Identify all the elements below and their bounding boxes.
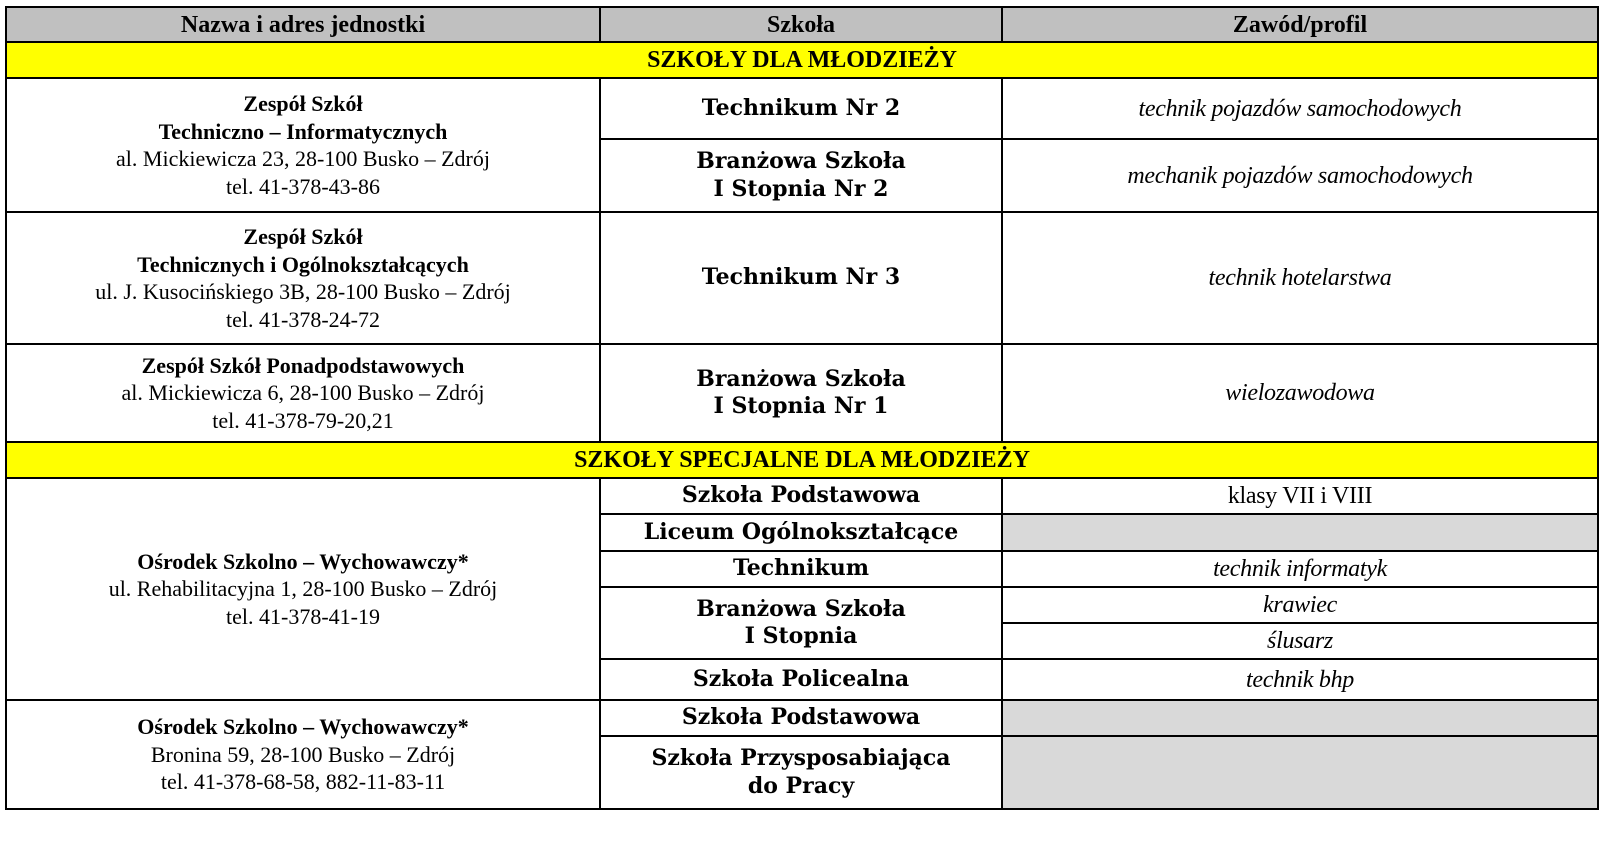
school-name: Branżowa Szkoła <box>696 148 906 174</box>
unit-phone: tel. 41-378-41-19 <box>226 603 380 629</box>
school-name: Szkoła Policealna <box>692 665 910 692</box>
header-profession: Zawód/profil <box>1002 7 1598 42</box>
table-row <box>6 344 1598 442</box>
school-name: Szkoła Przysposabiająca <box>651 745 951 771</box>
table-row <box>6 78 1598 139</box>
profession-cell-empty <box>1002 736 1598 809</box>
unit-phone: tel. 41-378-43-86 <box>226 173 380 199</box>
unit-name: Techniczno – Informatycznych <box>158 118 448 144</box>
school-cell <box>600 78 1002 139</box>
school-name: I Stopnia Nr 2 <box>713 175 889 202</box>
unit-name: Zespół Szkół <box>243 91 363 116</box>
school-name: Szkoła Podstawowa <box>681 704 921 731</box>
section-row <box>6 442 1598 478</box>
profession-cell: klasy VII i VIII <box>1002 478 1598 514</box>
school-name: Technikum Nr 3 <box>701 264 901 291</box>
table-row <box>6 478 1598 514</box>
unit-cell <box>6 78 600 212</box>
profession-cell: wielozawodowa <box>1002 344 1598 442</box>
school-cell <box>600 659 1002 700</box>
section-title: SZKOŁY SPECJALNE DLA MŁODZIEŻY <box>6 442 1598 478</box>
header-row <box>6 7 1598 42</box>
profession-cell-empty <box>1002 514 1598 551</box>
school-cell <box>600 551 1002 587</box>
school-cell <box>600 139 1002 212</box>
school-name: Branżowa Szkoła <box>696 595 906 622</box>
table-row <box>6 212 1598 344</box>
unit-address: Bronina 59, 28-100 Busko – Zdrój <box>150 741 456 767</box>
school-name: Technikum <box>732 555 870 582</box>
profession-cell: technik pojazdów samochodowych <box>1002 78 1598 139</box>
school-cell <box>600 514 1002 551</box>
unit-phone: tel. 41-378-79-20,21 <box>212 407 394 433</box>
school-name: do Pracy <box>747 772 855 799</box>
school-name: I Stopnia Nr 1 <box>713 393 889 419</box>
profession-cell-empty <box>1002 700 1598 736</box>
profession-cell: ślusarz <box>1002 623 1598 659</box>
school-name: I Stopnia <box>744 623 858 649</box>
section-title: SZKOŁY DLA MŁODZIEŻY <box>6 42 1598 78</box>
schools-table <box>5 6 1599 810</box>
school-cell <box>600 700 1002 736</box>
header-unit: Nazwa i adres jednostki <box>6 7 600 42</box>
school-cell <box>600 587 1002 659</box>
unit-name: Technicznych i Ogólnokształcących <box>137 251 469 277</box>
profession-cell: krawiec <box>1002 587 1598 623</box>
school-cell <box>600 344 1002 442</box>
school-name: Technikum Nr 2 <box>701 94 901 121</box>
unit-address: ul. J. Kusocińskiego 3B, 28-100 Busko – Zdrój <box>95 279 511 304</box>
unit-name: Zespół Szkół <box>243 224 363 249</box>
school-name: Szkoła Podstawowa <box>681 482 921 509</box>
school-name: Liceum Ogólnokształcące <box>643 518 959 545</box>
unit-address: al. Mickiewicza 23, 28-100 Busko – Zdrój <box>116 146 490 171</box>
unit-name: Zespół Szkół Ponadpodstawowych <box>141 352 465 378</box>
section-row <box>6 42 1598 78</box>
unit-phone: tel. 41-378-24-72 <box>226 306 380 332</box>
table-row <box>6 700 1598 736</box>
header-school: Szkoła <box>600 7 1002 42</box>
school-cell <box>600 736 1002 809</box>
unit-address: ul. Rehabilitacyjna 1, 28-100 Busko – Zdrój <box>108 576 498 602</box>
unit-name: Ośrodek Szkolno – Wychowawczy* <box>137 548 469 574</box>
unit-name: Ośrodek Szkolno – Wychowawczy* <box>137 714 469 740</box>
profession-cell: mechanik pojazdów samochodowych <box>1002 139 1598 212</box>
unit-cell <box>6 700 600 809</box>
unit-address: al. Mickiewicza 6, 28-100 Busko – Zdrój <box>121 380 485 406</box>
profession-cell: technik hotelarstwa <box>1002 212 1598 344</box>
profession-cell: technik informatyk <box>1002 551 1598 587</box>
school-name: Branżowa Szkoła <box>696 365 906 392</box>
unit-phone: tel. 41-378-68-58, 882-11-83-11 <box>160 769 446 795</box>
unit-cell <box>6 478 600 700</box>
school-cell <box>600 212 1002 344</box>
unit-cell <box>6 212 600 344</box>
unit-cell <box>6 344 600 442</box>
school-cell <box>600 478 1002 514</box>
profession-cell: technik bhp <box>1002 659 1598 700</box>
